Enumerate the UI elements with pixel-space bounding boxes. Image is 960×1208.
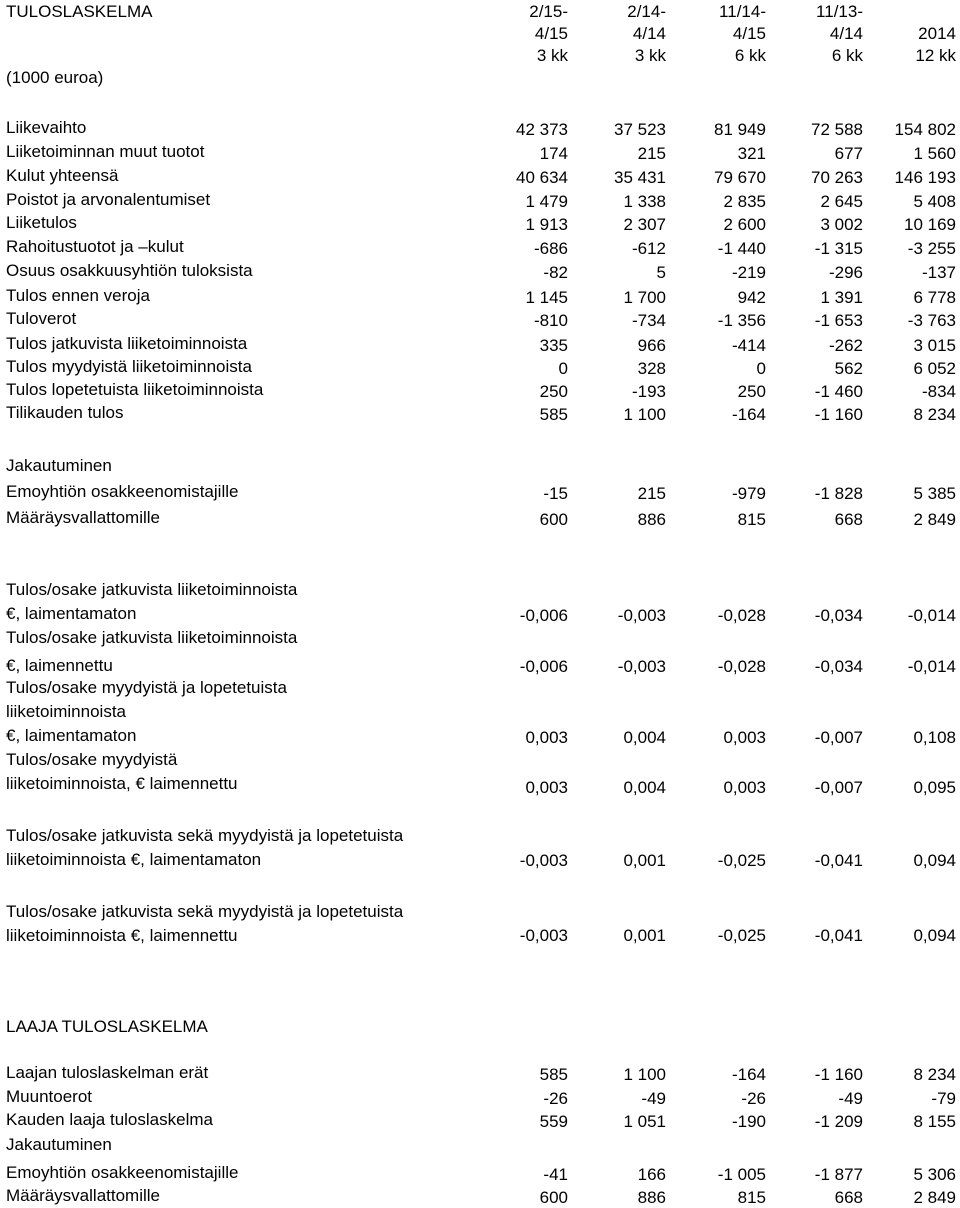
row-label: Rahoitustuotot ja –kulut [6, 237, 184, 256]
row-value: 1 051 [623, 1112, 666, 1131]
row-label: Osuus osakkuusyhtiön tuloksista [6, 261, 253, 280]
eps-value: 0,094 [913, 851, 956, 870]
row-value: -834 [921, 382, 956, 401]
eps-value: 0,001 [623, 851, 666, 870]
row-label: Liiketulos [6, 213, 77, 232]
col1-header-line3: 3 kk [536, 46, 568, 65]
row-value: -1 877 [814, 1165, 863, 1184]
row-value: -1 460 [814, 382, 863, 401]
eps-value: 0,003 [525, 728, 568, 747]
row-value: 815 [737, 510, 766, 529]
row-value: 35 431 [614, 168, 666, 187]
eps-value: -0,007 [814, 728, 863, 747]
eps-value: 0,095 [913, 778, 956, 797]
row-value: -3 763 [907, 311, 956, 330]
row-value: 146 193 [894, 168, 956, 187]
col5-header-line2: 2014 [918, 24, 956, 43]
row-value: -1 005 [717, 1165, 766, 1184]
row-value: 321 [737, 144, 766, 163]
row-value: -414 [731, 336, 766, 355]
row-value: 2 307 [623, 215, 666, 234]
row-value: 5 306 [913, 1165, 956, 1184]
row-value: 8 234 [913, 1065, 956, 1084]
row-value: 1 100 [623, 1065, 666, 1084]
eps-value: 0,094 [913, 926, 956, 945]
page-title: TULOSLASKELMA [6, 2, 153, 21]
row-value: -296 [828, 263, 863, 282]
row-label: Tilikauden tulos [6, 403, 124, 422]
row-value: 585 [539, 1065, 568, 1084]
eps-value: -0,034 [814, 657, 863, 676]
eps-value: -0,006 [519, 606, 568, 625]
row-value: 6 052 [913, 359, 956, 378]
row-value: -164 [731, 1065, 766, 1084]
eps-value: -0,034 [814, 606, 863, 625]
row-label: Tulos jatkuvista liiketoiminnoista [6, 334, 248, 353]
eps-value: 0,004 [623, 728, 666, 747]
eps-value: -0,006 [519, 657, 568, 676]
col3-header-line2: 4/15 [732, 24, 766, 43]
row-value: 335 [539, 336, 568, 355]
row-value: -1 160 [814, 1065, 863, 1084]
comprehensive-title: LAAJA TULOSLASKELMA [6, 1017, 208, 1036]
row-value: -810 [533, 311, 568, 330]
row-value: -1 653 [814, 311, 863, 330]
row-value: 1 338 [623, 192, 666, 211]
row-value: -49 [641, 1089, 666, 1108]
row-value: 2 600 [723, 215, 766, 234]
row-label: Muuntoerot [6, 1087, 92, 1106]
row-label: Emoyhtiön osakkeenomistajille [6, 482, 239, 501]
row-value: 70 263 [811, 168, 863, 187]
row-value: 154 802 [894, 120, 956, 139]
eps-label-line: Tulos/osake myydyistä [6, 750, 178, 769]
eps-value: 0,001 [623, 926, 666, 945]
eps-value: -0,028 [717, 657, 766, 676]
eps-label-line: Tulos/osake jatkuvista sekä myydyistä ja lopetetuista [6, 826, 404, 845]
row-label: Liiketoiminnan muut tuotot [6, 142, 205, 161]
eps-value: -0,003 [519, 851, 568, 870]
eps-value: -0,041 [814, 851, 863, 870]
col4-header-line3: 6 kk [831, 46, 863, 65]
eps-value: 0,003 [723, 778, 766, 797]
row-value: -41 [543, 1165, 568, 1184]
row-label: Tulos ennen veroja [6, 286, 150, 305]
col5-header-line3: 12 kk [915, 46, 956, 65]
row-value: -26 [543, 1089, 568, 1108]
row-value: 40 634 [516, 168, 568, 187]
row-label: Tulos myydyistä liiketoiminnoista [6, 357, 252, 376]
row-value: -686 [533, 239, 568, 258]
row-value: 6 778 [913, 288, 956, 307]
row-value: -190 [731, 1112, 766, 1131]
eps-label-line: liiketoiminnoista [6, 702, 126, 721]
row-value: 328 [637, 359, 666, 378]
row-value: 886 [637, 1188, 666, 1207]
row-value: 677 [834, 144, 863, 163]
row-value: 1 100 [623, 405, 666, 424]
eps-label-line: €, laimentamaton [6, 604, 137, 623]
eps-value: -0,014 [907, 657, 956, 676]
col4-header-line1: 11/13- [816, 2, 863, 21]
row-value: 42 373 [516, 120, 568, 139]
row-value: 1 913 [525, 215, 568, 234]
row-label: Määräysvallattomille [6, 1186, 160, 1205]
row-value: 250 [737, 382, 766, 401]
row-value: 5 385 [913, 484, 956, 503]
row-value: 0 [558, 359, 568, 378]
row-value: 600 [539, 510, 568, 529]
row-value: 600 [539, 1188, 568, 1207]
eps-value: -0,014 [907, 606, 956, 625]
eps-label-line: Tulos/osake jatkuvista sekä myydyistä ja lopetetuista [6, 902, 404, 921]
row-value: 942 [737, 288, 766, 307]
comprehensive-distribution-heading: Jakautuminen [6, 1135, 112, 1154]
row-value: 81 949 [714, 120, 766, 139]
row-value: 79 670 [714, 168, 766, 187]
row-value: -82 [543, 263, 568, 282]
row-value: -1 160 [814, 405, 863, 424]
row-value: 5 [656, 263, 666, 282]
row-value: -49 [838, 1089, 863, 1108]
col3-header-line3: 6 kk [734, 46, 766, 65]
row-value: -1 440 [717, 239, 766, 258]
row-value: -1 315 [814, 239, 863, 258]
row-value: 37 523 [614, 120, 666, 139]
row-value: 562 [834, 359, 863, 378]
row-value: 8 234 [913, 405, 956, 424]
col1-header-line1: 2/15- [529, 2, 568, 21]
row-value: 3 002 [820, 215, 863, 234]
row-value: 166 [637, 1165, 666, 1184]
col2-header-line3: 3 kk [634, 46, 666, 65]
row-value: 668 [834, 1188, 863, 1207]
row-value: 2 835 [723, 192, 766, 211]
row-label: Laajan tuloslaskelman erät [6, 1063, 209, 1082]
row-value: -3 255 [907, 239, 956, 258]
row-value: 0 [756, 359, 766, 378]
row-value: 966 [637, 336, 666, 355]
row-value: 886 [637, 510, 666, 529]
row-value: -979 [731, 484, 766, 503]
eps-value: 0,003 [723, 728, 766, 747]
row-label: Kulut yhteensä [6, 166, 119, 185]
eps-value: 0,003 [525, 778, 568, 797]
row-value: 1 560 [913, 144, 956, 163]
col2-header-line1: 2/14- [627, 2, 666, 21]
eps-value: -0,041 [814, 926, 863, 945]
eps-label-line: €, laimennettu [6, 656, 113, 675]
row-label: Liikevaihto [6, 118, 87, 137]
row-value: 1 700 [623, 288, 666, 307]
row-value: -1 356 [717, 311, 766, 330]
eps-value: -0,003 [617, 606, 666, 625]
row-value: -262 [828, 336, 863, 355]
row-value: 668 [834, 510, 863, 529]
eps-value: -0,003 [519, 926, 568, 945]
row-value: 559 [539, 1112, 568, 1131]
row-value: 215 [637, 484, 666, 503]
eps-value: 0,004 [623, 778, 666, 797]
row-label: Määräysvallattomille [6, 508, 160, 527]
row-value: -612 [631, 239, 666, 258]
row-value: 5 408 [913, 192, 956, 211]
row-value: 72 588 [811, 120, 863, 139]
row-label: Tuloverot [6, 309, 77, 328]
row-value: 1 479 [525, 192, 568, 211]
col1-header-line2: 4/15 [534, 24, 568, 43]
col4-header-line2: 4/14 [829, 24, 863, 43]
eps-label-line: Tulos/osake jatkuvista liiketoiminnoista [6, 628, 298, 647]
row-value: -1 828 [814, 484, 863, 503]
row-value: 1 145 [525, 288, 568, 307]
row-value: -734 [631, 311, 666, 330]
row-value: 2 849 [913, 1188, 956, 1207]
eps-label-line: liiketoiminnoista €, laimennettu [6, 926, 238, 945]
eps-label-line: Tulos/osake myydyistä ja lopetetuista [6, 678, 287, 697]
eps-value: -0,025 [717, 926, 766, 945]
row-value: 1 391 [820, 288, 863, 307]
eps-value: 0,108 [913, 728, 956, 747]
row-value: 585 [539, 405, 568, 424]
row-value: 174 [539, 144, 568, 163]
row-label: Poistot ja arvonalentumiset [6, 190, 211, 209]
row-value: 10 169 [904, 215, 956, 234]
row-value: 3 015 [913, 336, 956, 355]
col3-header-line1: 11/14- [719, 2, 766, 21]
unit-label: (1000 euroa) [6, 68, 104, 87]
row-value: 215 [637, 144, 666, 163]
row-value: -26 [741, 1089, 766, 1108]
eps-value: -0,025 [717, 851, 766, 870]
row-value: -219 [731, 263, 766, 282]
row-label: Kauden laaja tuloslaskelma [6, 1110, 213, 1129]
row-value: 250 [539, 382, 568, 401]
eps-label-line: Tulos/osake jatkuvista liiketoiminnoista [6, 580, 298, 599]
row-value: -137 [921, 263, 956, 282]
row-value: 8 155 [913, 1112, 956, 1131]
row-value: 2 849 [913, 510, 956, 529]
eps-value: -0,028 [717, 606, 766, 625]
row-value: -15 [543, 484, 568, 503]
row-label: Emoyhtiön osakkeenomistajille [6, 1163, 239, 1182]
row-value: -1 209 [814, 1112, 863, 1131]
row-label: Tulos lopetetuista liiketoiminnoista [6, 380, 264, 399]
row-value: 2 645 [820, 192, 863, 211]
col2-header-line2: 4/14 [632, 24, 666, 43]
row-value: -79 [931, 1089, 956, 1108]
eps-value: -0,007 [814, 778, 863, 797]
row-value: -193 [631, 382, 666, 401]
eps-label-line: €, laimentamaton [6, 726, 137, 745]
eps-label-line: liiketoiminnoista €, laimentamaton [6, 850, 262, 869]
row-value: 815 [737, 1188, 766, 1207]
eps-label-line: liiketoiminnoista, € laimennettu [6, 774, 238, 793]
row-value: -164 [731, 405, 766, 424]
eps-value: -0,003 [617, 657, 666, 676]
distribution-heading: Jakautuminen [6, 456, 112, 475]
